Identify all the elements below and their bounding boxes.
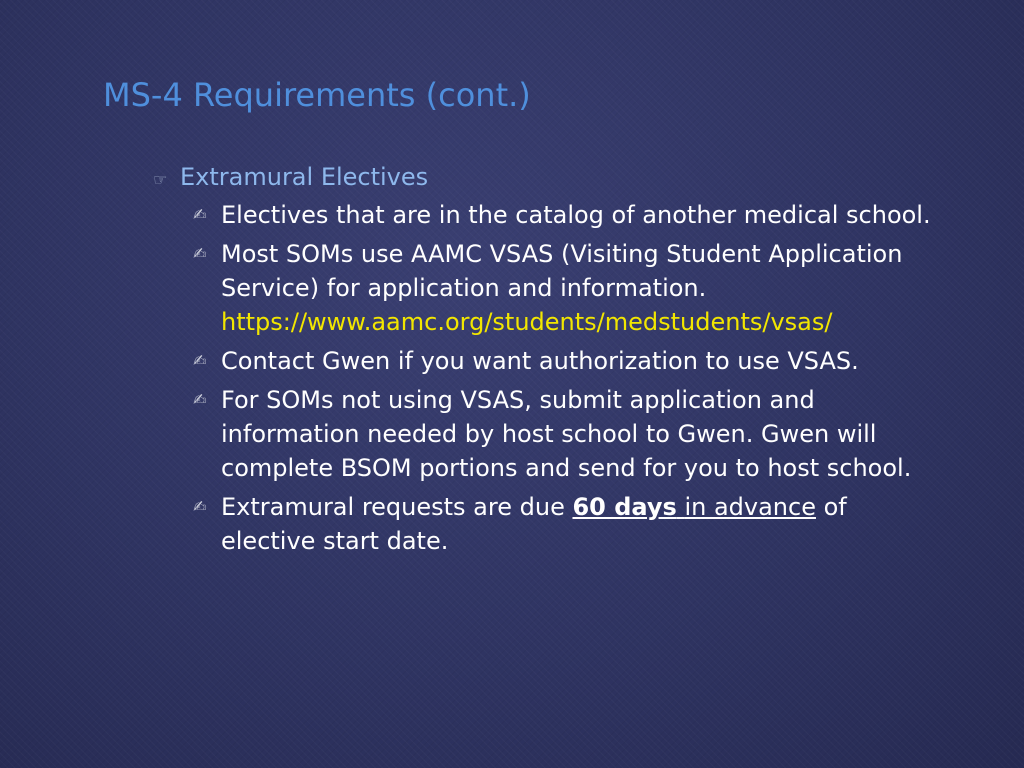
bullet-extramural-electives: [153, 160, 953, 194]
sub-bullet-item: [193, 198, 953, 232]
sub-bullet-item: [193, 237, 953, 339]
pen-icon: ✍: [193, 390, 207, 409]
deadline-in-advance: in advance: [684, 493, 816, 521]
bullet-list: [153, 160, 953, 563]
deadline-text-before: Extramural requests are due: [221, 493, 573, 521]
slide-title: MS-4 Requirements (cont.): [103, 76, 531, 114]
sub-bullet-text: Contact Gwen if you want authorization to use VSAS.: [221, 347, 859, 375]
sub-bullet-text: [221, 490, 941, 558]
pen-icon: ✍: [193, 351, 207, 370]
vsas-description: Most SOMs use AAMC VSAS (Visiting Student Application Service) for application and information.: [221, 240, 903, 302]
pen-icon: ✍: [193, 497, 207, 516]
sub-bullet-item: [193, 490, 953, 558]
pen-icon: ✍: [193, 244, 207, 263]
hand-pointing-icon: ☞: [153, 170, 168, 189]
pen-icon: ✍: [193, 205, 207, 224]
sub-bullet-item: [193, 383, 953, 485]
deadline-days: 60 days: [572, 493, 677, 521]
sub-bullet-text: Electives that are in the catalog of another medical school.: [221, 201, 931, 229]
sub-bullet-text: For SOMs not using VSAS, submit application and information needed by host school to Gwen. Gwen will complete BSOM portions and send for you to host school.: [221, 386, 912, 482]
sub-bullet-item: [193, 344, 953, 378]
sub-bullet-text: [221, 237, 941, 339]
deadline-text-after: of elective start date.: [221, 493, 847, 555]
vsas-link[interactable]: https://www.aamc.org/students/medstudents/vsas/: [221, 308, 833, 336]
bullet-text: Extramural Electives: [180, 163, 429, 191]
sub-bullet-list: [153, 198, 953, 558]
